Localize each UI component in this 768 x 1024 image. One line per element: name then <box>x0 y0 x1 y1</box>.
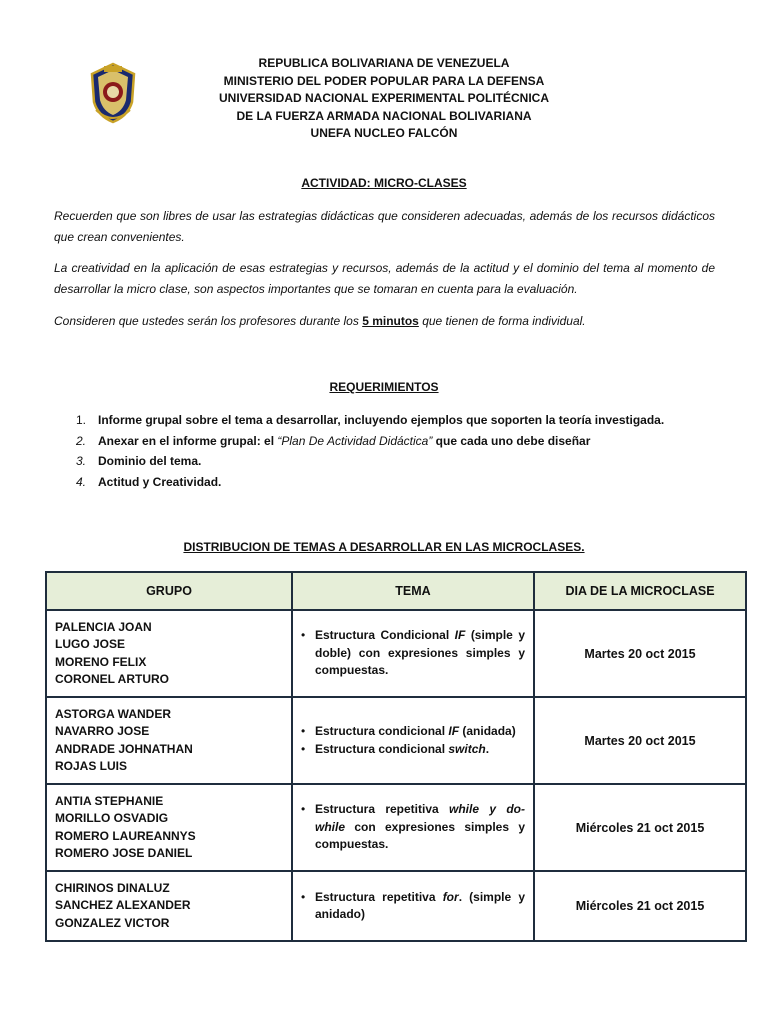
requirement-italic-text: “Plan De Actividad Didáctica” <box>277 433 433 448</box>
member-name: PALENCIA JOAN <box>55 619 152 634</box>
table-header-row <box>46 572 746 610</box>
header-tema: TEMA <box>292 572 534 610</box>
member-name: NAVARRO JOSE <box>55 724 150 738</box>
requirement-text-end: que cada uno debe diseñar <box>432 433 591 448</box>
topic-item <box>315 889 525 924</box>
header-line-4: DE LA FUERZA ARMADA NACIONAL BOLIVARIANA <box>236 108 532 123</box>
topic-text-end: con expresiones simples y compuestas. <box>315 819 525 852</box>
topic-cell <box>292 697 534 784</box>
paragraph-2: La creatividad en la aplicación de esas estrategias y recursos, además de la actitud y el dominio del tema al momento de desarrollar la micro clase, son aspectos importantes que se tomaran en cuenta para la evaluación. <box>54 261 715 296</box>
group-members <box>46 784 292 871</box>
group-members <box>46 610 292 697</box>
class-date: Martes 20 oct 2015 <box>534 697 746 784</box>
topic-item <box>315 723 525 741</box>
header-line-3: UNIVERSIDAD NACIONAL EXPERIMENTAL POLITÉCNICA <box>218 91 550 105</box>
requirement-text: Informe grupal sobre el tema a desarrollar, incluyendo ejemplos que soporten la teoría investigada. <box>98 413 665 427</box>
header-line-5: UNEFA NUCLEO FALCÓN <box>310 126 458 140</box>
member-name: GONZALEZ VICTOR <box>55 915 170 930</box>
table-row <box>46 784 746 871</box>
requirement-number: 2. <box>76 433 87 448</box>
topic-text-end: . (simple y anidado) <box>315 889 526 921</box>
topic-keyword: IF <box>448 724 460 738</box>
member-name: LUGO JOSE <box>55 637 126 651</box>
topic-cell <box>292 784 534 871</box>
topic-text: Estructura repetitiva <box>315 802 450 817</box>
member-name: MORENO FELIX <box>55 654 147 669</box>
requirement-text: Actitud y Creatividad. <box>98 474 222 489</box>
requirement-number: 3. <box>76 454 87 468</box>
header-line-1: REPUBLICA BOLIVARIANA DE VENEZUELA <box>258 56 510 70</box>
distribution-title: DISTRIBUCION DE TEMAS A DESARROLLAR EN LAS MICROCLASES. <box>183 540 585 554</box>
member-name: ANTIA STEPHANIE <box>55 793 164 808</box>
topic-item <box>315 627 525 680</box>
group-members <box>46 871 292 941</box>
topic-keyword: IF <box>454 628 466 643</box>
activity-title: ACTIVIDAD: MICRO-CLASES <box>301 176 467 190</box>
topic-text-end: (anidada) <box>459 724 516 738</box>
paragraph-1: Recuerden que son libres de usar las estrategias didácticas que consideren adecuadas, además de los recursos didácticos que crean convenientes. <box>54 209 715 244</box>
topic-text: Estructura Condicional <box>315 628 455 643</box>
topic-text-end: . <box>485 741 490 756</box>
paragraph-3-start: Consideren que ustedes serán los profesores durante los <box>54 314 363 328</box>
member-name: ROMERO JOSE DANIEL <box>55 846 193 860</box>
distribution-table <box>45 571 747 942</box>
class-date: Miércoles 21 oct 2015 <box>534 871 746 941</box>
member-name: ROMERO LAUREANNYS <box>55 828 196 843</box>
topic-text: Estructura repetitiva <box>315 889 443 904</box>
header-dia: DIA DE LA MICROCLASE <box>534 572 746 610</box>
member-name: ANDRADE JOHNATHAN <box>55 741 193 756</box>
requirement-item <box>76 472 664 493</box>
requirement-number: 1. <box>76 413 87 427</box>
topic-text: Estructura condicional <box>315 724 449 738</box>
paragraph-3-emphasis: 5 minutos <box>362 314 419 328</box>
topic-keyword: for <box>442 889 459 904</box>
paragraph-3 <box>54 311 715 332</box>
member-name: CHIRINOS DINALUZ <box>55 880 170 895</box>
table-row <box>46 697 746 784</box>
member-name: SANCHEZ ALEXANDER <box>55 898 191 913</box>
header-line-2: MINISTERIO DEL PODER POPULAR PARA LA DEFENSA <box>223 73 545 88</box>
member-name: ASTORGA WANDER <box>55 706 172 721</box>
table-row <box>46 610 746 697</box>
requirement-number: 4. <box>76 474 87 489</box>
member-name: CORONEL ARTURO <box>55 672 169 686</box>
requirement-item <box>76 431 664 452</box>
topic-text: Estructura condicional <box>315 741 449 756</box>
requirement-text: Anexar en el informe grupal: el <box>98 433 278 448</box>
topic-keyword: switch <box>448 741 486 756</box>
requirement-item <box>76 451 664 472</box>
topic-keyword: while y do-while <box>315 802 525 834</box>
class-date: Miércoles 21 oct 2015 <box>534 784 746 871</box>
requirements-title: REQUERIMIENTOS <box>329 380 439 394</box>
topic-item <box>315 801 525 854</box>
member-name: MORILLO OSVADIG <box>55 811 169 825</box>
topic-item <box>315 741 525 759</box>
paragraph-3-end: que tienen de forma individual. <box>418 314 586 328</box>
member-name: ROJAS LUIS <box>55 759 128 773</box>
requirement-text: Dominio del tema. <box>98 454 202 468</box>
topic-text-end: (simple y doble) con expresiones simples y compuestas. <box>315 628 525 678</box>
header-grupo: GRUPO <box>46 572 292 610</box>
institution-header <box>0 55 768 143</box>
requirement-item <box>76 410 664 431</box>
class-date: Martes 20 oct 2015 <box>534 610 746 697</box>
distribution-table-wrapper <box>45 571 747 942</box>
topic-cell <box>292 871 534 941</box>
requirements-list <box>76 410 664 492</box>
group-members <box>46 697 292 784</box>
table-row <box>46 871 746 941</box>
topic-cell <box>292 610 534 697</box>
